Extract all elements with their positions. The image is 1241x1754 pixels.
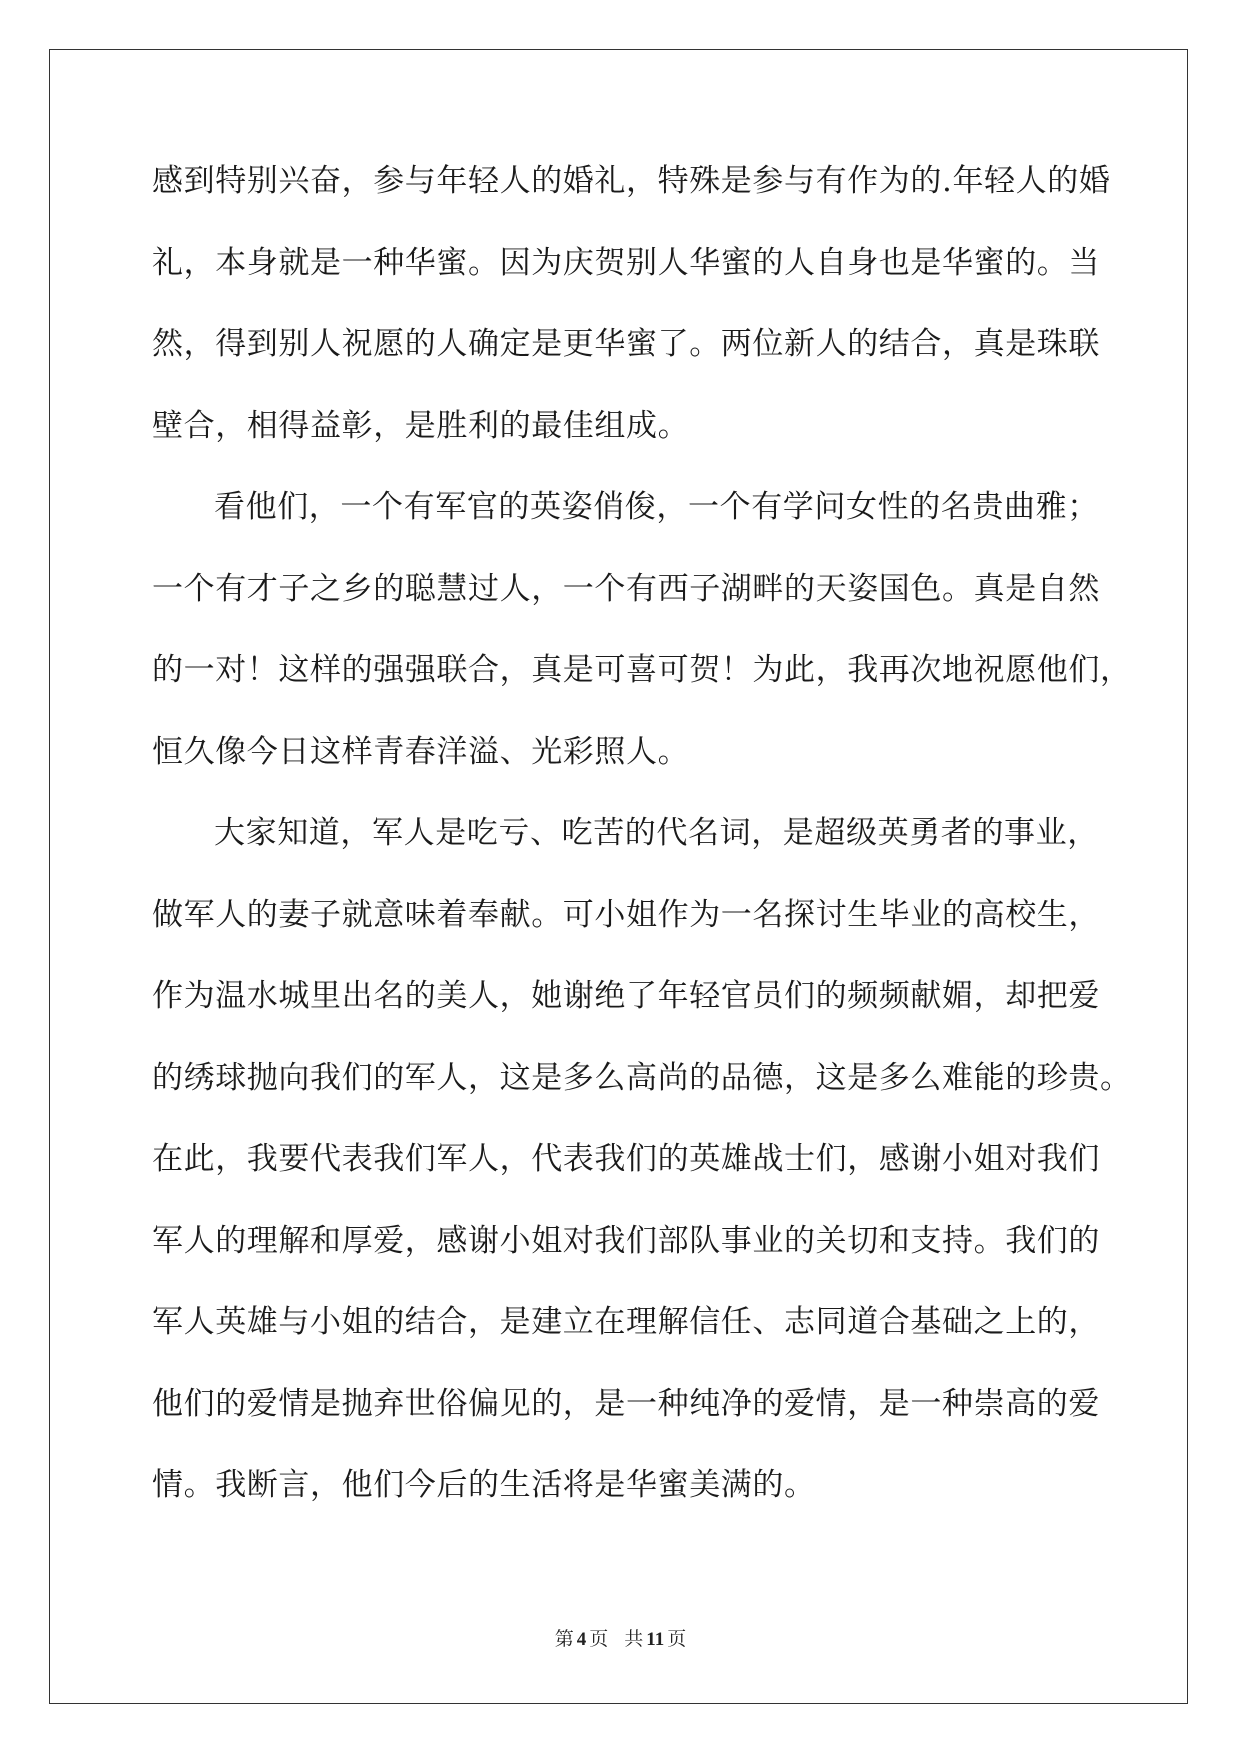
text-line: 军人的理解和厚爱，感谢小姐对我们部队事业的关切和支持。我们的 [152,1222,1100,1259]
text-line: 然，得到别人祝愿的人确定是更华蜜了。两位新人的结合，真是珠联 [152,326,1100,362]
total-pages: 11 [646,1629,665,1650]
text-line: 感到特别兴奋，参与年轻人的婚礼，特殊是参与有作为的.年轻人的婚 [152,163,1111,199]
text-line: 壁合，相得益彰，是胜利的最佳组成。 [152,407,690,444]
text-line: 情。我断言，他们今后的生活将是华蜜美满的。 [152,1467,816,1503]
text-line: 的一对！这样的强强联合，真是可喜可贺！为此，我再次地祝愿他们， [152,652,1132,688]
paragraph-first-line: 大家知道，军人是吃亏、吃苦的代名词，是超级英勇者的事业， [214,815,1099,851]
page-prefix: 第 [554,1629,574,1650]
text-line: 做军人的妻子就意味着奉献。可小姐作为一名探讨生毕业的高校生， [152,896,1100,933]
total-prefix: 共 [624,1629,644,1650]
total-suffix: 页 [667,1629,687,1650]
text-line: 在此，我要代表我们军人，代表我们的英雄战士们，感谢小姐对我们 [152,1141,1100,1177]
document-body [152,158,1132,1544]
text-line: 礼，本身就是一种华蜜。因为庆贺别人华蜜的人自身也是华蜜的。当 [152,244,1100,281]
page-number: 4 [576,1629,587,1650]
text-line: 一个有才子之乡的聪慧过人，一个有西子湖畔的天姿国色。真是自然 [152,570,1100,607]
page-suffix: 页 [589,1629,609,1650]
text-line: 的绣球抛向我们的军人，这是多么高尚的品德，这是多么难能的珍贵。 [152,1059,1132,1096]
page-footer [0,1624,1241,1651]
text-line: 他们的爱情是抛弃世俗偏见的，是一种纯净的爱情，是一种崇高的爱 [152,1385,1100,1422]
text-line: 恒久像今日这样青春洋溢、光彩照人。 [152,733,690,770]
text-line: 作为温水城里出名的美人，她谢绝了年轻官员们的频频献媚，却把爱 [152,978,1100,1014]
text-line: 军人英雄与小姐的结合，是建立在理解信任、志同道合基础之上的， [152,1304,1100,1340]
paragraph-first-line: 看他们，一个有军官的英姿俏俊，一个有学问女性的名贵曲雅； [214,489,1099,525]
